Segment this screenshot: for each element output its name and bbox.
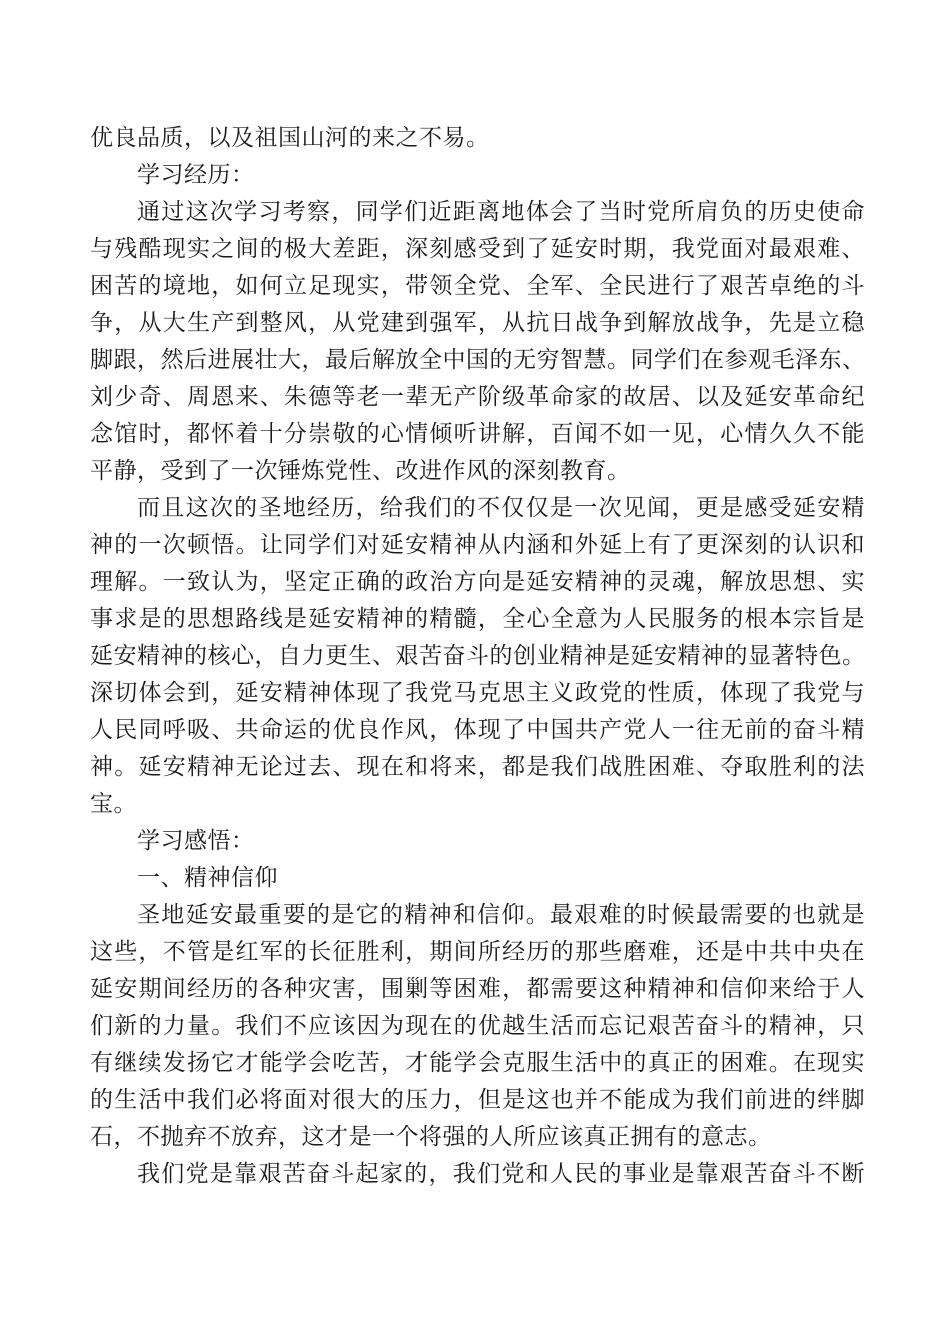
text-line: 念馆时，都怀着十分崇敬的心情倾听讲解，百闻不如一见，心情久久不能 <box>90 421 865 447</box>
text-line: 延安期间经历的各种灾害，围剿等困难，都需要这种精神和信仰来给于人 <box>90 976 865 1002</box>
text-line: 优良品质，以及祖国山河的来之不易。 <box>90 125 490 151</box>
text-line: 与残酷现实之间的极大差距，深刻感受到了延安时期，我党面对最艰难、 <box>90 236 865 262</box>
section-heading-study-insights: 学习感悟： <box>137 828 255 854</box>
text-line: 宝。 <box>90 791 137 817</box>
text-line: 的生活中我们必将面对很大的压力，但是这也并不能成为我们前进的绊脚 <box>90 1087 865 1113</box>
text-line: 理解。一致认为，坚定正确的政治方向是延安精神的灵魂，解放思想、实 <box>90 569 865 595</box>
text-line: 争，从大生产到整风，从党建到强军，从抗日战争到解放战争，先是立稳 <box>90 310 865 336</box>
text-line: 我们党是靠艰苦奋斗起家的，我们党和人民的事业是靠艰苦奋斗不断 <box>137 1161 865 1187</box>
text-line: 人民同呼吸、共命运的优良作风，体现了中国共产党人一往无前的奋斗精 <box>90 717 865 743</box>
text-line: 石，不抛弃不放弃，这才是一个将强的人所应该真正拥有的意志。 <box>90 1124 772 1150</box>
text-line: 困苦的境地，如何立足现实，带领全党、全军、全民进行了艰苦卓绝的斗 <box>90 273 865 299</box>
text-line: 圣地延安最重要的是它的精神和信仰。最艰难的时候最需要的也就是 <box>137 902 865 928</box>
text-line: 脚跟，然后进展壮大，最后解放全中国的无穷智慧。同学们在参观毛泽东、 <box>90 347 865 373</box>
text-line: 刘少奇、周恩来、朱德等老一辈无产阶级革命家的故居、以及延安革命纪 <box>90 384 865 410</box>
text-line: 这些，不管是红军的长征胜利，期间所经历的那些磨难，还是中共中央在 <box>90 939 865 965</box>
subheading-spiritual-faith: 一、精神信仰 <box>137 865 278 891</box>
text-line: 深切体会到，延安精神体现了我党马克思主义政党的性质，体现了我党与 <box>90 680 865 706</box>
text-line: 延安精神的核心，自力更生、艰苦奋斗的创业精神是延安精神的显著特色。 <box>90 643 865 669</box>
text-line: 神。延安精神无论过去、现在和将来，都是我们战胜困难、夺取胜利的法 <box>90 754 865 780</box>
text-line: 们新的力量。我们不应该因为现在的优越生活而忘记艰苦奋斗的精神，只 <box>90 1013 865 1039</box>
text-line: 平静，受到了一次锤炼党性、改进作风的深刻教育。 <box>90 458 631 484</box>
text-line: 神的一次顿悟。让同学们对延安精神从内涵和外延上有了更深刻的认识和 <box>90 532 865 558</box>
section-heading-study-experience: 学习经历： <box>137 162 255 188</box>
text-line: 而且这次的圣地经历，给我们的不仅仅是一次见闻，更是感受延安精 <box>137 495 865 521</box>
text-line: 有继续发扬它才能学会吃苦，才能学会克服生活中的真正的困难。在现实 <box>90 1050 865 1076</box>
text-line: 通过这次学习考察，同学们近距离地体会了当时党所肩负的历史使命 <box>137 199 865 225</box>
text-line: 事求是的思想路线是延安精神的精髓，全心全意为人民服务的根本宗旨是 <box>90 606 865 632</box>
